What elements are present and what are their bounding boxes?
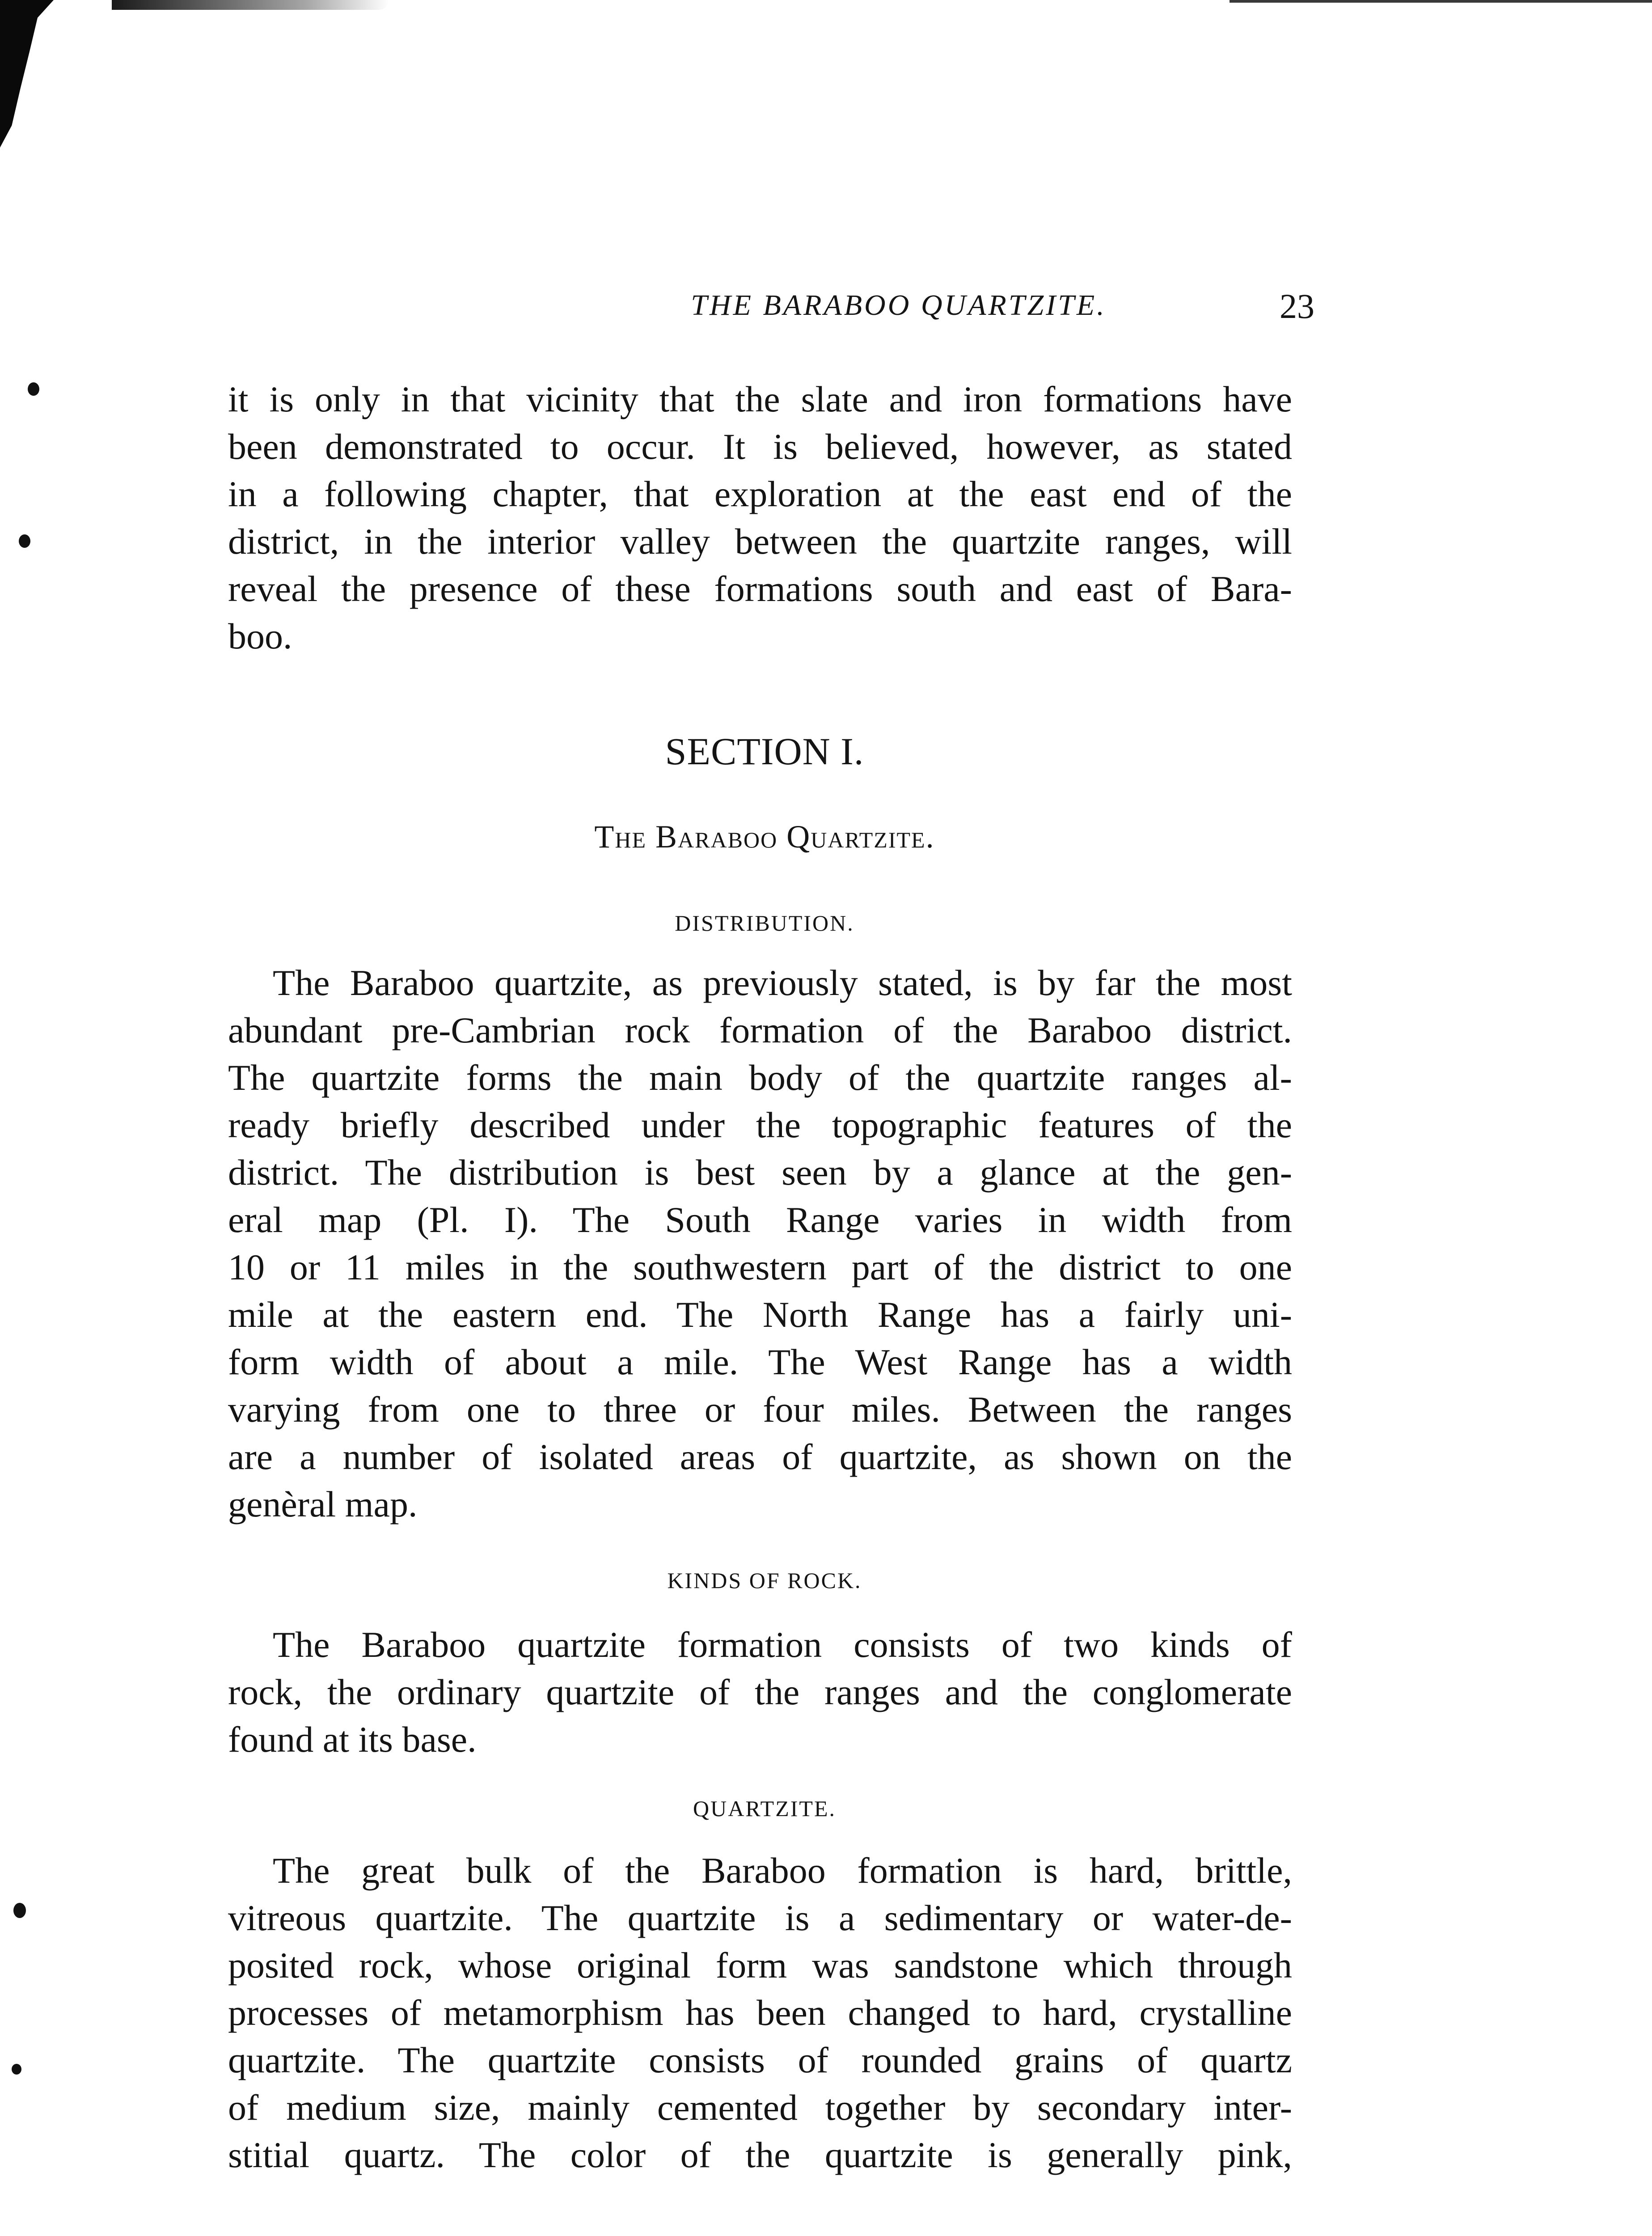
- text-line: it is only in that vicinity that the slate and iron formations have: [228, 379, 1292, 419]
- distribution-heading: DISTRIBUTION.: [675, 910, 854, 936]
- text-line: in a following chapter, that exploration at the east end of the: [228, 474, 1292, 514]
- text-line: been demonstrated to occur. It is believed, however, as stated: [228, 426, 1292, 467]
- text-line: 10 or 11 miles in the southwestern part of the district to one: [228, 1247, 1292, 1287]
- running-header: THE BARABOO QUARTZITE.: [691, 289, 1107, 322]
- text-line: vitreous quartzite. The quartzite is a sedimentary or water-de-: [228, 1897, 1292, 1938]
- text-line: district. The distribution is best seen by a glance at the gen-: [228, 1152, 1292, 1193]
- margin-mark: [12, 2064, 21, 2075]
- text-line: are a number of isolated areas of quartzite, as shown on the: [228, 1436, 1292, 1477]
- text-line: varying from one to three or four miles. Between the ranges: [228, 1389, 1292, 1430]
- distribution-paragraph: [228, 959, 1292, 1528]
- text-line: The great bulk of the Baraboo formation is hard, brittle,: [273, 1850, 1292, 1891]
- text-line: form width of about a mile. The West Range has a width: [228, 1342, 1292, 1382]
- text-line: stitial quartz. The color of the quartzite is generally pink,: [228, 2134, 1292, 2175]
- text-line: mile at the eastern end. The North Range has a fairly uni-: [228, 1294, 1292, 1335]
- text-line: found at its base.: [228, 1719, 477, 1760]
- scan-blot: [0, 0, 54, 148]
- text-line: of medium size, mainly cemented together by secondary inter-: [228, 2087, 1292, 2128]
- quartzite-paragraph: [228, 1847, 1292, 2179]
- text-line: boo.: [228, 616, 292, 656]
- text-line: rock, the ordinary quartzite of the ranges and the conglomerate: [228, 1672, 1292, 1712]
- text-line: quartzite. The quartzite consists of rounded grains of quartz: [228, 2040, 1292, 2080]
- section-heading: SECTION I.: [665, 730, 864, 773]
- page-number: 23: [1280, 287, 1314, 326]
- text-line: ready briefly described under the topographic features of the: [228, 1105, 1292, 1145]
- text-line: The Baraboo quartzite, as previously stated, is by far the most: [273, 962, 1292, 1003]
- kinds-of-rock-heading: KINDS OF ROCK.: [667, 1568, 862, 1593]
- section-title: The Baraboo Quartzite.: [594, 819, 935, 855]
- text-line: processes of metamorphism has been changed to hard, crystalline: [228, 1992, 1292, 2033]
- text-line: eral map (Pl. I). The South Range varies in width from: [228, 1199, 1292, 1240]
- margin-mark: [28, 382, 39, 396]
- text-line: reveal the presence of these formations south and east of Bara-: [228, 568, 1292, 609]
- quartzite-heading: QUARTZITE.: [693, 1796, 836, 1821]
- text-line: The quartzite forms the main body of the quartzite ranges al-: [228, 1057, 1292, 1098]
- intro-paragraph: [228, 376, 1292, 660]
- scan-streak: [112, 0, 389, 10]
- text-line: abundant pre-Cambrian rock formation of the Baraboo district.: [228, 1010, 1292, 1050]
- text-line: The Baraboo quartzite formation consists of two kinds of: [273, 1624, 1292, 1665]
- margin-mark: [13, 1903, 26, 1918]
- margin-mark: [19, 534, 30, 548]
- text-line: posited rock, whose original form was sandstone which through: [228, 1945, 1292, 1986]
- scan-edge-line: [1229, 0, 1652, 3]
- text-line: district, in the interior valley between the quartzite ranges, will: [228, 521, 1292, 562]
- text-line: genèral map.: [228, 1484, 418, 1525]
- kinds-of-rock-paragraph: [228, 1621, 1292, 1763]
